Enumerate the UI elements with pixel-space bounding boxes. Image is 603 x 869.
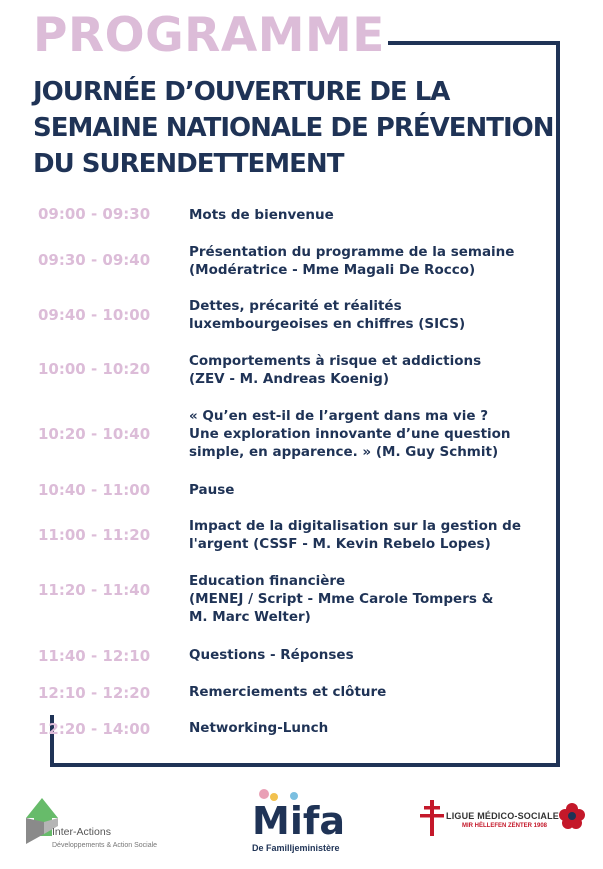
schedule-desc: [189, 206, 549, 224]
schedule-desc-line: Questions - Réponses: [189, 647, 354, 663]
inter-actions-name: Inter-Actions: [52, 826, 111, 838]
schedule-time: 11:40 - 12:10: [38, 647, 151, 665]
page-title: PROGRAMME: [33, 8, 385, 63]
schedule-desc-line: (Modératrice - Mme Magali De Rocco): [189, 262, 476, 278]
schedule-desc: [189, 572, 549, 626]
subtitle-line: DU SURENDETTEMENT: [33, 149, 344, 179]
mifa-tagline: De Familljeministère: [252, 843, 340, 853]
schedule-desc-line: « Qu’en est-il de l’argent dans ma vie ?: [189, 408, 489, 424]
schedule-desc-line: Présentation du programme de la semaine: [189, 244, 515, 260]
schedule-time: 11:20 - 11:40: [38, 581, 151, 599]
subtitle-line: SEMAINE NATIONALE DE PRÉVENTION: [33, 113, 554, 143]
schedule-desc-line: (ZEV - M. Andreas Koenig): [189, 371, 390, 387]
schedule-desc: [189, 352, 549, 388]
schedule-desc-line: l'argent (CSSF - M. Kevin Rebelo Lopes): [189, 536, 491, 552]
mifa-logo-text: Mifa: [252, 799, 346, 840]
schedule-desc: [189, 297, 549, 333]
schedule-time: 09:00 - 09:30: [38, 205, 151, 223]
schedule-time: 11:00 - 11:20: [38, 526, 151, 544]
schedule-desc: [189, 683, 549, 701]
schedule-desc: [189, 719, 549, 737]
frame-top-line: [388, 41, 560, 45]
schedule-time: 10:40 - 11:00: [38, 481, 151, 499]
schedule-desc-line: Mots de bienvenue: [189, 207, 334, 223]
schedule-time: 09:30 - 09:40: [38, 251, 151, 269]
page-subtitle: [33, 74, 593, 182]
schedule-time: 10:20 - 10:40: [38, 425, 151, 443]
lorraine-cross-icon: [420, 800, 444, 836]
schedule-desc-line: Dettes, précarité et réalités: [189, 298, 402, 314]
schedule-desc-line: (MENEJ / Script - Mme Carole Tompers &: [189, 591, 494, 607]
schedule-desc: [189, 646, 549, 664]
schedule-time: 12:10 - 12:20: [38, 684, 151, 702]
schedule-desc-line: Education financière: [189, 573, 346, 589]
frame-bottom-line: [50, 763, 560, 767]
mifa-logo: [250, 788, 350, 840]
schedule-time: 10:00 - 10:20: [38, 360, 151, 378]
schedule-desc-line: Networking-Lunch: [189, 720, 329, 736]
schedule-desc-line: Une exploration innovante d’une question: [189, 426, 511, 442]
schedule-desc: [189, 481, 549, 499]
ligue-name: LIGUE MÉDICO-SOCIALE: [446, 811, 560, 821]
mifa-logo-mark: [250, 788, 350, 840]
schedule-desc-line: luxembourgeoises en chiffres (SICS): [189, 316, 466, 332]
schedule-time: 09:40 - 10:00: [38, 306, 151, 324]
schedule-desc-line: Impact de la digitalisation sur la gestion de: [189, 518, 521, 534]
inter-actions-logo-icon: [22, 792, 72, 848]
subtitle-line: JOURNÉE D’OUVERTURE DE LA: [33, 77, 450, 107]
schedule-desc-line: Remerciements et clôture: [189, 684, 387, 700]
schedule-time: 12:20 - 14:00: [38, 720, 151, 738]
flower-icon: [558, 802, 586, 835]
ligue-tagline: MIR HËLLEFEN ZËNTER 1908: [462, 823, 548, 829]
schedule-desc: [189, 243, 549, 279]
schedule-desc-line: simple, en apparence. » (M. Guy Schmit): [189, 444, 499, 460]
schedule-desc-line: M. Marc Welter): [189, 609, 311, 625]
schedule-desc-line: Comportements à risque et addictions: [189, 353, 482, 369]
schedule-desc: [189, 517, 549, 553]
schedule-desc-line: Pause: [189, 482, 235, 498]
inter-actions-tagline: Développements & Action Sociale: [52, 842, 158, 849]
schedule-desc: [189, 407, 549, 461]
